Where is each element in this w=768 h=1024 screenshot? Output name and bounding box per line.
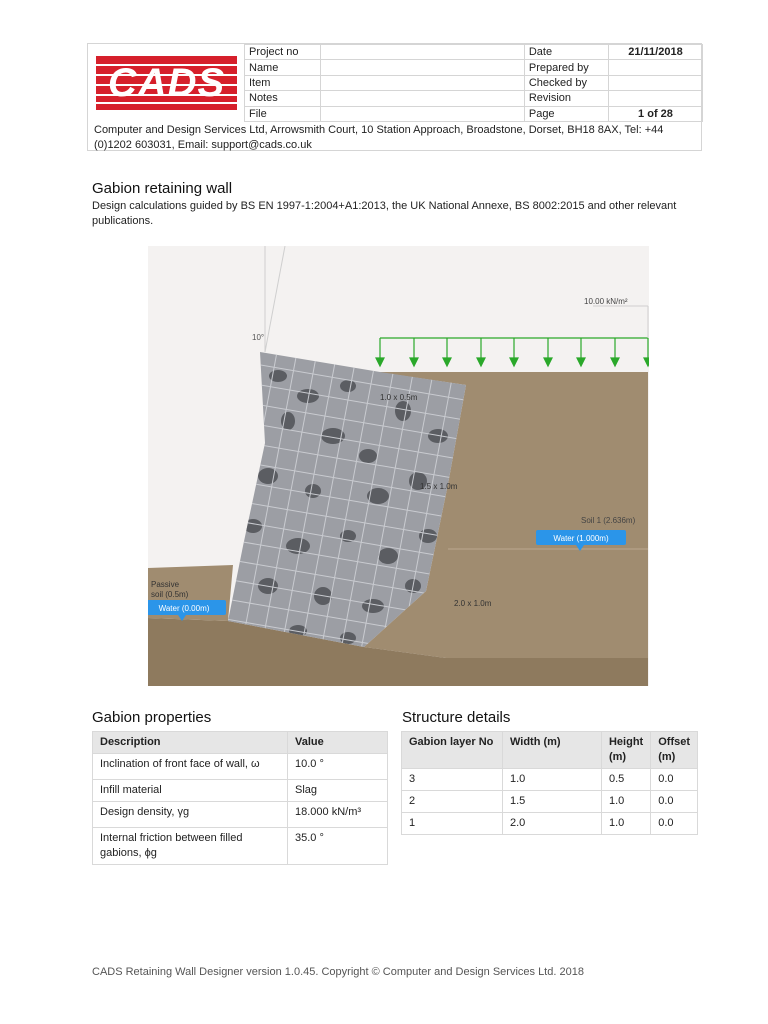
property-description: Internal friction between filled gabions, ϕg: [93, 828, 288, 865]
header-label: File: [245, 106, 321, 121]
column-header: Gabion layer No: [402, 732, 503, 769]
header-label: Revision: [524, 91, 608, 106]
gabion-wall-diagram: [148, 246, 649, 686]
table-row: [402, 813, 698, 835]
column-header: Offset (m): [651, 732, 698, 769]
water-right-label: Water (1.000m): [553, 534, 609, 543]
layer-3-label: 1.0 x 0.5m: [380, 393, 418, 402]
table-cell: 1.0: [601, 791, 650, 813]
header-value: [608, 75, 702, 90]
table-header-row: [402, 732, 698, 769]
logo-text: CADS: [107, 61, 226, 105]
table-row: [93, 802, 388, 828]
table-cell: 1.0: [502, 769, 601, 791]
header-row: [245, 75, 703, 90]
property-value: 10.0 °: [288, 754, 388, 780]
header-label: Name: [245, 60, 321, 75]
table-cell: 1.0: [601, 813, 650, 835]
page-description: Design calculations guided by BS EN 1997-1:2004+A1:2013, the UK National Annexe, BS 8002:2015 and other relevant publications.: [92, 200, 677, 227]
table-row: [402, 791, 698, 813]
header-label: Page: [524, 106, 608, 121]
angle-label: 10°: [252, 333, 265, 342]
document-header: [87, 43, 702, 151]
header-row: [245, 45, 703, 60]
table-cell: 2.0: [502, 813, 601, 835]
surcharge-label: 10.00 kN/m²: [584, 297, 628, 306]
table-cell: 2: [402, 791, 503, 813]
header-row: [245, 106, 703, 121]
header-value: [608, 60, 702, 75]
header-grid: [244, 44, 703, 122]
property-description: Infill material: [93, 780, 288, 802]
header-label: Project no: [245, 45, 321, 60]
column-header: Value: [288, 732, 388, 754]
property-value: Slag: [288, 780, 388, 802]
structure-details-title: Structure details: [402, 709, 511, 726]
table-cell: 1: [402, 813, 503, 835]
table-cell: 0.0: [651, 769, 698, 791]
gabion-properties-title: Gabion properties: [92, 709, 212, 726]
company-address: Computer and Design Services Ltd, Arrowsmith Court, 10 Station Approach, Broadstone, Dorset, BH18 8AX, Tel: +44 (0)1202 603031, Email: support@cads.co.uk: [94, 124, 664, 151]
table-row: [93, 828, 388, 865]
header-value: [320, 45, 524, 60]
header-label: Prepared by: [524, 60, 608, 75]
column-header: Width (m): [502, 732, 601, 769]
cads-logo: [96, 56, 237, 110]
header-label: Date: [524, 45, 608, 60]
page-title: Gabion retaining wall: [92, 180, 233, 197]
header-row: [245, 91, 703, 106]
header-value: [608, 91, 702, 106]
table-cell: 0.0: [651, 813, 698, 835]
header-row: [245, 60, 703, 75]
page-footer: CADS Retaining Wall Designer version 1.0.45. Copyright © Computer and Design Services Ltd. 2018: [92, 966, 584, 978]
layer-1-label: 2.0 x 1.0m: [454, 599, 492, 608]
water-left-label: Water (0.00m): [158, 604, 210, 613]
table-cell: 3: [402, 769, 503, 791]
table-cell: 0.0: [651, 791, 698, 813]
header-label: Item: [245, 75, 321, 90]
header-label: Checked by: [524, 75, 608, 90]
property-description: Inclination of front face of wall, ω: [93, 754, 288, 780]
table-cell: 0.5: [601, 769, 650, 791]
header-value: [320, 75, 524, 90]
header-value: 21/11/2018: [608, 45, 702, 60]
property-description: Design density, γg: [93, 802, 288, 828]
layer-2-label: 1.5 x 1.0m: [420, 482, 458, 491]
passive-label-line2: soil (0.5m): [151, 590, 189, 599]
column-header: Description: [93, 732, 288, 754]
table-row: [93, 754, 388, 780]
header-label: Notes: [245, 91, 321, 106]
structure-details-table: [401, 731, 698, 835]
soil-label: Soil 1 (2.636m): [581, 516, 636, 525]
property-value: 35.0 °: [288, 828, 388, 865]
column-header: Height (m): [601, 732, 650, 769]
table-row: [402, 769, 698, 791]
header-value: [320, 106, 524, 121]
passive-label-line1: Passive: [151, 580, 180, 589]
header-value: [320, 60, 524, 75]
gabion-properties-table: [92, 731, 388, 865]
header-value: [320, 91, 524, 106]
table-cell: 1.5: [502, 791, 601, 813]
table-row: [93, 780, 388, 802]
logo-cell: [88, 44, 245, 121]
header-value: 1 of 28: [608, 106, 702, 121]
table-header-row: [93, 732, 388, 754]
property-value: 18.000 kN/m³: [288, 802, 388, 828]
